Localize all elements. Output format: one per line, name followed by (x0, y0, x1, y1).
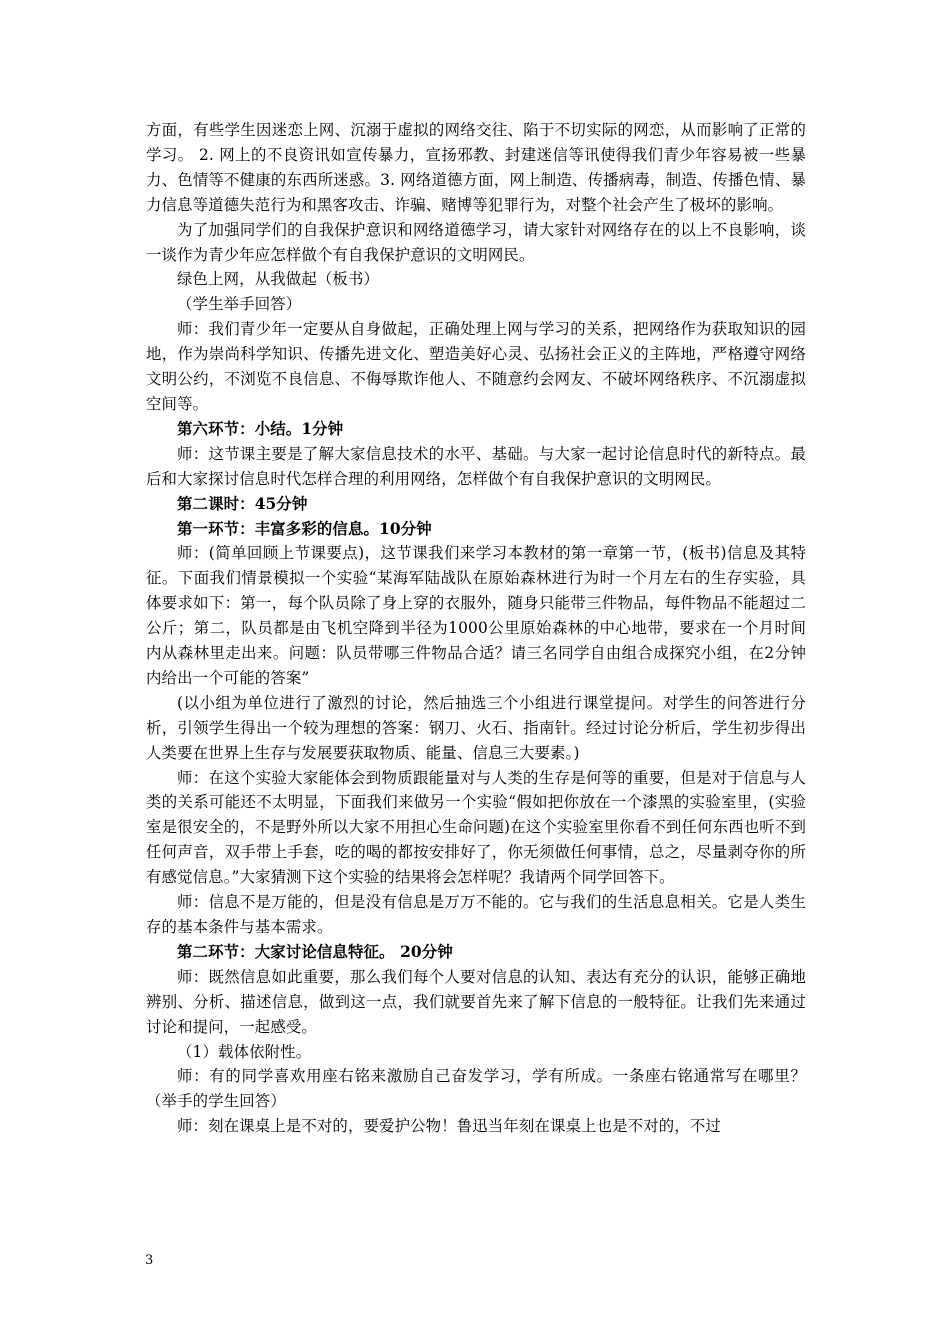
section-heading-summary: 第六环节：小结。1分钟 (177, 419, 344, 438)
paragraph-self-protection: 为了加强同学们的自我保护意识和网络道德学习，请大家针对网络存在的以上不良影响，谈一谈作为青少年应怎样做个有自我保护意识的文明网民。 (146, 220, 806, 264)
paragraph-network-harm: 方面，有些学生因迷恋上网、沉溺于虚拟的网络交往、陷于不切实际的网恋，从而影响了正常的学习。 2. 网上的不良资讯如宣传暴力，宣扬邪教、封建迷信等讯使得我们青少年容易被一些暴力、色情等不健康的东西所迷惑。3. 网络道德方面，网上制造、传播病毒，制造、传播色情、暴力信息等道德失范行为和黑客攻击、诈骗、赌博等犯罪行为，对整个社会产生了极坏的影响。 (146, 121, 806, 214)
list-item-carrier-dependency: （1）载体依附性。 (177, 1042, 312, 1061)
paragraph-desk-carving: 师：刻在课桌上是不对的，要爱护公物！鲁迅当年刻在课桌上也是不对的，不过 (177, 1117, 721, 1136)
paragraph-teacher-remark: 师：我们青少年一定要从自身做起，正确处理上网与学习的关系，把网络作为获取知识的园地，作为崇尚科学知识、传播先进文化、塑造美好心灵、弘扬社会正义的主阵地，严格遵守网络文明公约，不浏览不良信息、不侮辱欺诈他人、不随意约会网友、不破坏网络秩序、不沉溺虚拟空间等。 (146, 320, 806, 413)
paragraph-survival-experiment: 师：(简单回顾上节课要点)，这节课我们来学习本教材的第一章第一节，(板书)信息及其特征。下面我们情景模拟一个实验“某海军陆战队在原始森林进行为时一个月左右的生存实验，具体要求如下：第一，每个队员除了身上穿的衣服外，随身只能带三件物品，每件物品不能超过二公斤；第二，队员都是由飞机空降到半径为1000公里原始森林的中心地带，要求在一个月时间内从森林里走出来。问题：队员带哪三件物品合适？请三名同学自由组合成探究小组，在2分钟内给出一个可能的答案” (146, 544, 806, 687)
paragraph-student-answer: （学生举手回答） (177, 295, 302, 314)
section-heading-second-lesson: 第二课时：45分钟 (177, 494, 308, 513)
document-body (146, 118, 806, 1139)
section-heading-rich-info: 第一环节：丰富多彩的信息。10分钟 (177, 519, 432, 538)
paragraph-dark-room-experiment: 师：在这个实验大家能体会到物质跟能量对与人类的生存是何等的重要，但是对于信息与人类的关系可能还不太明显，下面我们来做另一个实验“假如把你放在一个漆黑的实验室里，(实验室是很安全的，不是野外所以大家不用担心生命问题)在这个实验室里你看不到任何东西也听不到任何声音，双手带上手套，吃的喝的都按安排好了，你无须做任何事情，总之，尽量剥夺你的所有感觉信息。”大家猜测下这个实验的结果将会怎样呢？我请两个同学回答下。 (146, 768, 806, 887)
paragraph-green-internet: 绿色上网，从我做起（板书） (177, 270, 380, 289)
paragraph-summary: 师：这节课主要是了解大家信息技术的水平、基础。与大家一起讨论信息时代的新特点。最后和大家探讨信息时代怎样合理的利用网络，怎样做个有自我保护意识的文明网民。 (146, 444, 806, 488)
paragraph-features-intro: 师：既然信息如此重要，那么我们每个人要对信息的认知、表达有充分的认识，能够正确地辨别、分析、描述信息，做到这一点，我们就要首先来了解下信息的一般特征。让我们先来通过讨论和提问，一起感受。 (146, 967, 806, 1036)
paragraph-info-importance: 师：信息不是万能的，但是没有信息是万万不能的。它与我们的生活息息相关。它是人类生存的基本条件与基本需求。 (146, 893, 806, 936)
paragraph-motto: 师：有的同学喜欢用座右铭来激励自己奋发学习，学有所成。一条座右铭通常写在哪里？（举手的学生回答） (146, 1067, 806, 1111)
paragraph-group-discussion: (以小组为单位进行了激烈的讨论，然后抽选三个小组进行课堂提问。对学生的问答进行分析，引领学生得出一个较为理想的答案：钢刀、火石、指南针。经过讨论分析后，学生初步得出人类要在世界上生存与发展要获取物质、能量、信息三大要素。) (146, 693, 806, 762)
page-number: 3 (145, 1253, 154, 1268)
section-heading-info-features: 第二环节：大家讨论信息特征。 20分钟 (177, 942, 453, 961)
